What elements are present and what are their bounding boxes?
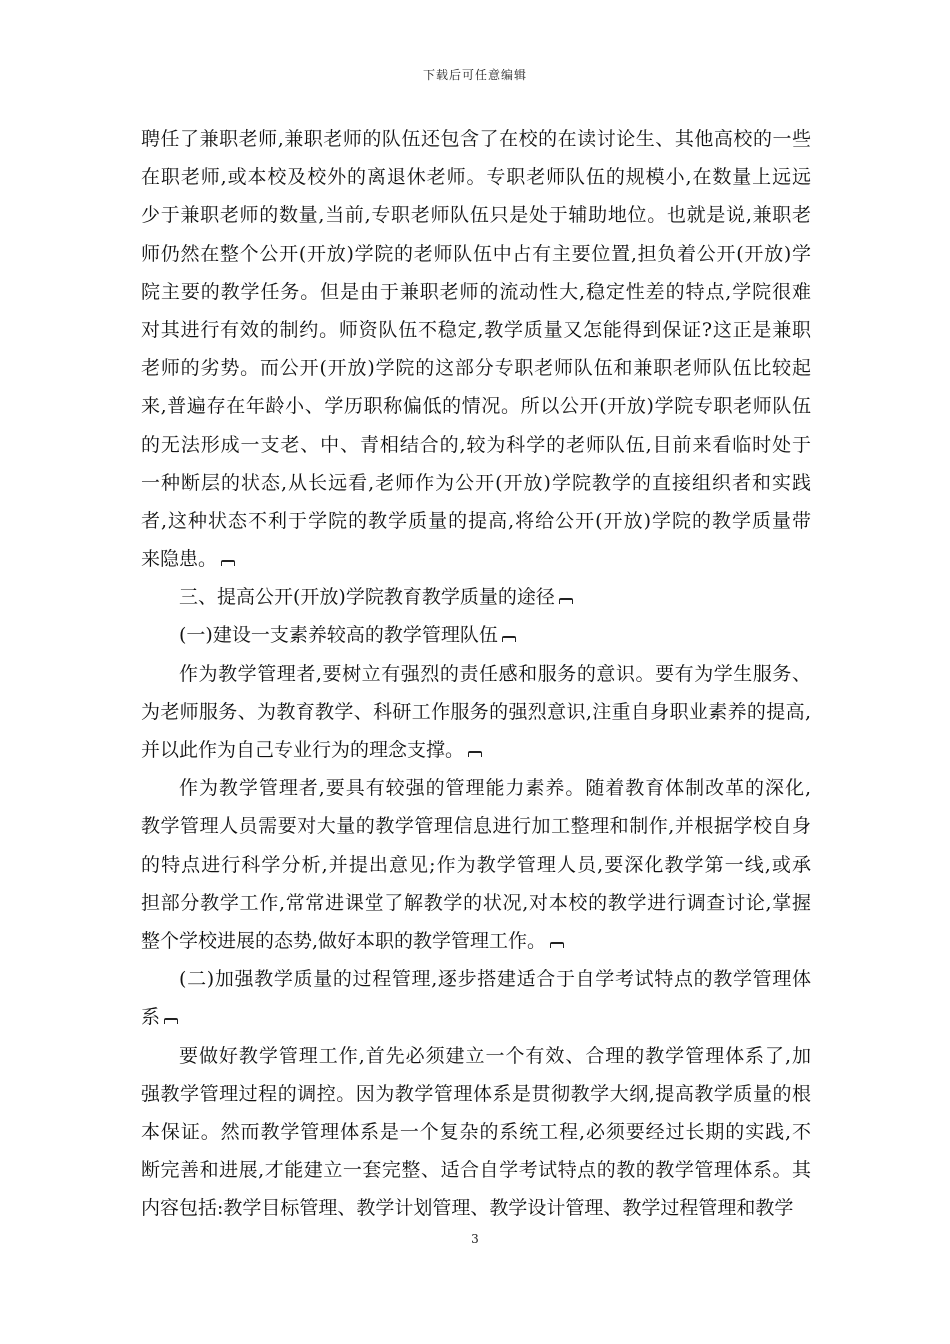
line-text: 聘任了兼职老师,兼职老师的队伍还包含了在校的在读讨论生、其他高校的一些 xyxy=(141,128,811,150)
paragraph xyxy=(141,960,811,1036)
line-text: 的特点进行科学分析,并提出意见;作为教学管理人员,要深化教学第一线,或承 xyxy=(141,853,811,876)
text-line xyxy=(141,196,811,234)
text-line xyxy=(141,693,811,731)
paragraph-mark-icon xyxy=(221,560,235,566)
text-line xyxy=(141,502,811,540)
paragraph xyxy=(141,769,811,960)
line-text: 作为教学管理者,要树立有强烈的责任感和服务的意识。要有为学生服务、 xyxy=(179,662,811,685)
text-line xyxy=(141,655,811,693)
line-text: (一)建设一支素养较高的教学管理队伍 xyxy=(179,624,498,647)
line-text: 强教学管理过程的调控。因为教学管理体系是贯彻教学大纲,提高教学质量的根 xyxy=(141,1082,811,1105)
line-text: 来隐患。 xyxy=(141,548,218,571)
text-line xyxy=(141,922,811,960)
text-line xyxy=(141,846,811,884)
text-line xyxy=(141,960,811,998)
text-line xyxy=(141,731,811,769)
text-line xyxy=(141,578,811,616)
text-line xyxy=(141,349,811,387)
text-line xyxy=(141,464,811,502)
line-text: 整个学校进展的态势,做好本职的教学管理工作。 xyxy=(141,929,547,952)
paragraph-mark-icon xyxy=(502,636,516,642)
text-line xyxy=(141,273,811,311)
text-line xyxy=(141,616,811,654)
line-text: 师仍然在整个公开(开放)学院的老师队伍中占有主要位置,担负着公开(开放)学 xyxy=(141,242,811,265)
paragraph-mark-icon xyxy=(164,1018,178,1024)
text-line xyxy=(141,884,811,922)
line-text: 内容包括:教学目标管理、教学计划管理、教学设计管理、教学过程管理和教学 xyxy=(141,1197,794,1220)
line-text: 老师的劣势。而公开(开放)学院的这部分专职老师队伍和兼职老师队伍比较起 xyxy=(141,357,811,380)
line-text: 系 xyxy=(141,1006,161,1029)
line-text: 本保证。然而教学管理体系是一个复杂的系统工程,必须要经过长期的实践,不 xyxy=(141,1120,811,1143)
text-line xyxy=(141,1075,811,1113)
text-line xyxy=(141,235,811,273)
text-line xyxy=(141,120,811,158)
line-text: 院主要的教学任务。但是由于兼职老师的流动性大,稳定性差的特点,学院很难 xyxy=(141,280,811,303)
line-text: 的无法形成一支老、中、青相结合的,较为科学的老师队伍,目前来看临时处于 xyxy=(141,433,811,456)
text-line xyxy=(141,426,811,464)
paragraph xyxy=(141,655,811,770)
page-header: 下载后可任意编辑 xyxy=(422,68,527,82)
text-line xyxy=(141,1113,811,1151)
text-line xyxy=(141,998,811,1036)
line-text: 来,普遍存在年龄小、学历职称偏低的情况。所以公开(开放)学院专职老师队伍 xyxy=(141,395,811,418)
text-line xyxy=(141,769,811,807)
page-number: 3 xyxy=(471,1232,479,1246)
text-line xyxy=(141,540,811,578)
paragraph-mark-icon xyxy=(559,598,573,604)
text-line xyxy=(141,311,811,349)
line-text: 对其进行有效的制约。师资队伍不稳定,教学质量又怎能得到保证?这正是兼职 xyxy=(141,318,811,341)
text-line xyxy=(141,1037,811,1075)
paragraph xyxy=(141,578,811,616)
line-text: 断完善和进展,才能建立一套完整、适合自学考试特点的教的教学管理体系。其 xyxy=(141,1159,811,1182)
line-text: 一种断层的状态,从长远看,老师作为公开(开放)学院教学的直接组织者和实践 xyxy=(141,471,811,494)
line-text: 要做好教学管理工作,首先必须建立一个有效、合理的教学管理体系了,加 xyxy=(179,1044,811,1067)
paragraph xyxy=(141,616,811,654)
line-text: 在职老师,或本校及校外的离退休老师。专职老师队伍的规模小,在数量上远远 xyxy=(141,166,811,189)
line-text: 少于兼职老师的数量,当前,专职老师队伍只是处于辅助地位。也就是说,兼职老 xyxy=(141,204,811,227)
line-text: 担部分教学工作,常常进课堂了解教学的状况,对本校的教学进行调查讨论,掌握 xyxy=(141,891,811,914)
text-line xyxy=(141,807,811,845)
line-text: 者,这种状态不利于学院的教学质量的提高,将给公开(开放)学院的教学质量带 xyxy=(141,509,811,532)
line-text: 并以此作为自己专业行为的理念支撑。 xyxy=(141,739,465,761)
document-body xyxy=(141,120,811,1227)
line-text: (二)加强教学质量的过程管理,逐步搭建适合于自学考试特点的教学管理体 xyxy=(179,968,811,991)
line-text: 作为教学管理者,要具有较强的管理能力素养。随着教育体制改革的深化, xyxy=(179,777,811,800)
line-text: 教学管理人员需要对大量的教学管理信息进行加工整理和制作,并根据学校自身 xyxy=(141,815,811,838)
text-line xyxy=(141,1151,811,1189)
line-text: 为老师服务、为教育教学、科研工作服务的强烈意识,注重自身职业素养的提高, xyxy=(141,700,811,723)
paragraph xyxy=(141,120,811,578)
paragraph-mark-icon xyxy=(550,942,564,948)
paragraph xyxy=(141,1037,811,1228)
line-text: 三、提高公开(开放)学院教育教学质量的途径 xyxy=(179,586,555,609)
text-line xyxy=(141,1189,811,1227)
text-line xyxy=(141,387,811,425)
paragraph-mark-icon xyxy=(468,751,482,757)
text-line xyxy=(141,158,811,196)
